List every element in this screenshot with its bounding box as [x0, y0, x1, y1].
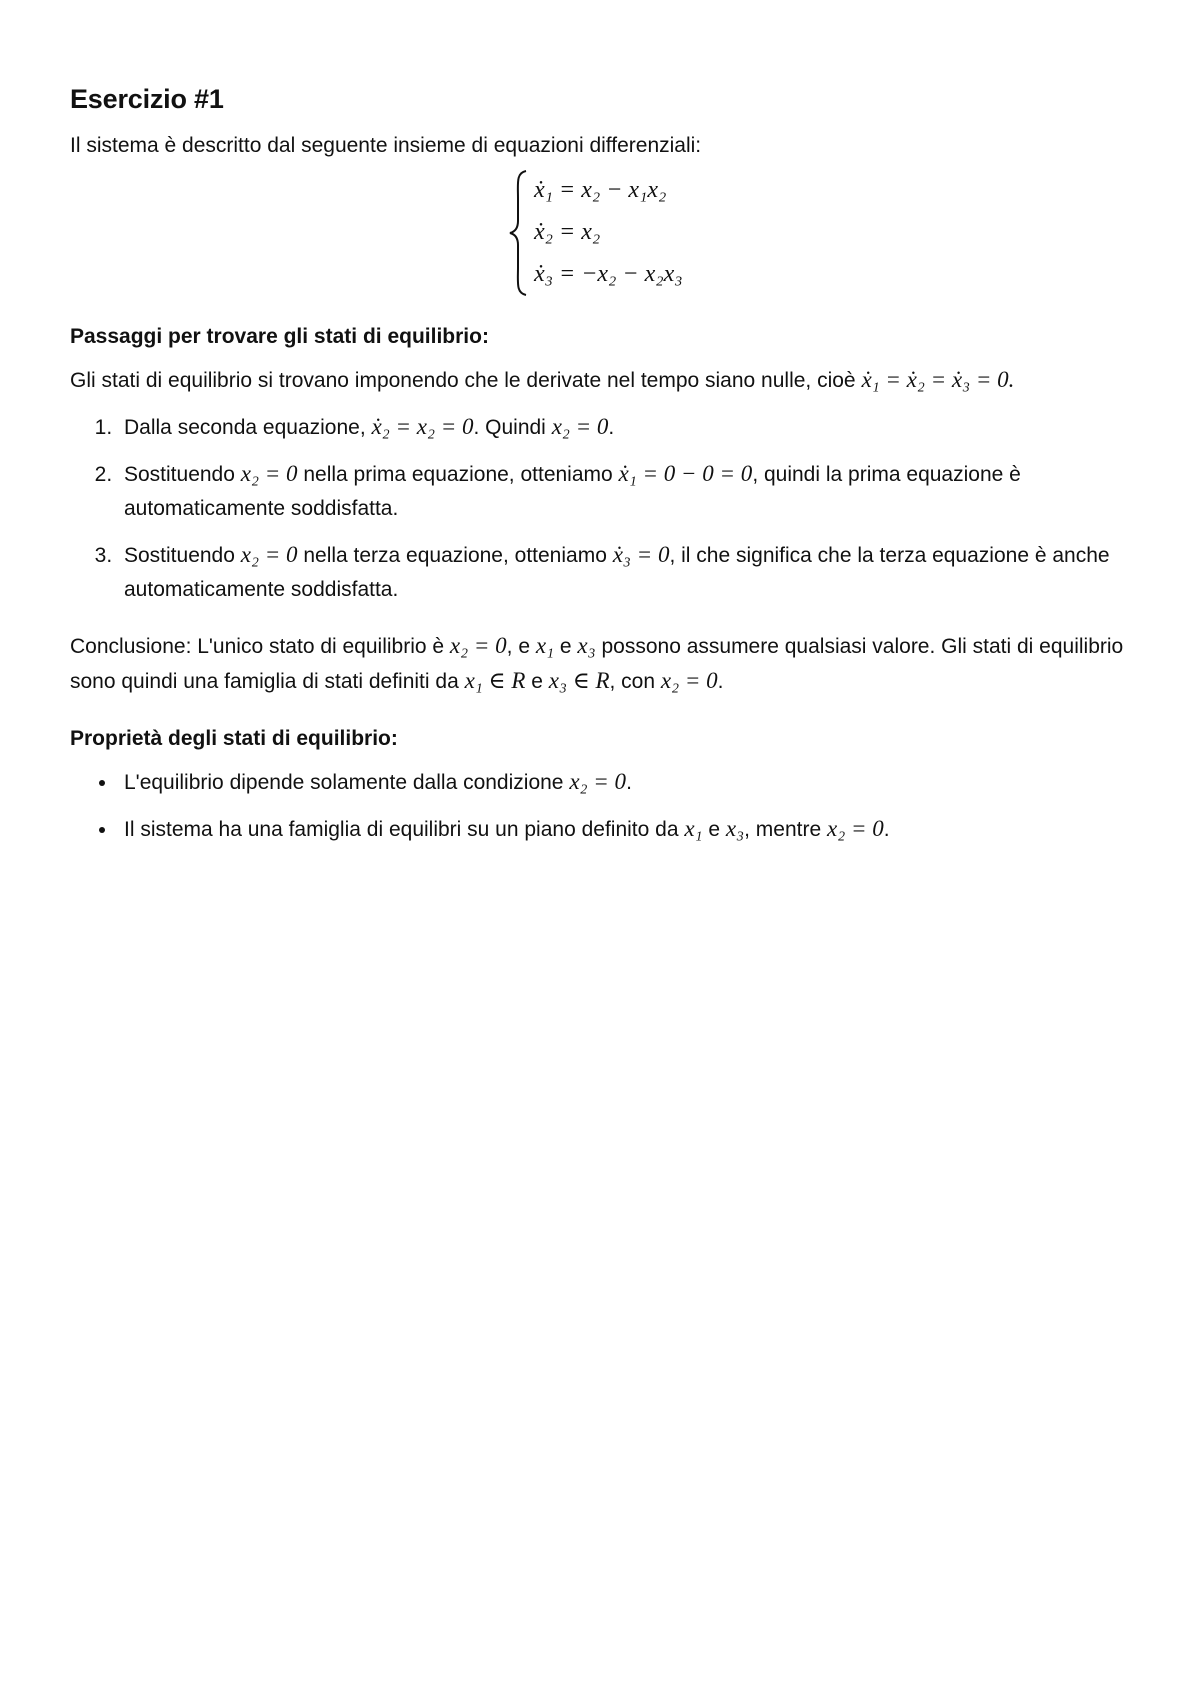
step-math: x₂ = 0 — [551, 414, 609, 439]
left-brace-icon — [508, 169, 528, 297]
bullet-text: . — [626, 771, 632, 794]
bullet-math: x₃ — [725, 816, 745, 841]
equation-2: ẋ₂ = x₂ — [534, 219, 601, 245]
list-item — [118, 538, 1130, 607]
list-item — [118, 765, 1130, 800]
step-math: ẋ₃ = 0 — [612, 542, 670, 567]
equation-system — [508, 169, 788, 297]
section-heading-steps: Passaggi per trovare gli stati di equilibrio: — [70, 325, 489, 348]
bullet-text: . — [883, 818, 890, 841]
step-math: x₂ = 0 — [240, 542, 298, 567]
bullet-text: L'equilibrio dipende solamente dalla condizione — [124, 771, 570, 794]
list-item — [118, 457, 1130, 526]
conclusion-text: , con — [609, 670, 661, 693]
steps-list — [70, 410, 1130, 607]
bullet-math: x₂ = 0 — [569, 769, 627, 794]
list-item — [118, 812, 1130, 847]
properties-list — [70, 765, 1130, 847]
conclusion-math: x₂ = 0 — [660, 668, 718, 693]
conclusion-text: . — [717, 670, 724, 693]
conclusion-text: possono assumere qualsiasi valore. Gli stati di equilibrio sono quindi una famiglia di stati definiti da — [70, 635, 1124, 693]
bullet-text: e — [702, 818, 726, 841]
conclusion-text: , e — [506, 635, 536, 658]
page-title: Esercizio #1 — [70, 84, 224, 114]
conclusion-math: x₃ — [577, 633, 596, 658]
bullet-text: Il sistema ha una famiglia di equilibri su un piano definito da — [124, 818, 685, 841]
conclusion-math: x₂ = 0 — [449, 633, 507, 658]
section-heading-properties: Proprietà degli stati di equilibrio: — [70, 727, 398, 750]
step-text: nella terza equazione, otteniamo — [297, 544, 613, 567]
bullet-math: x₁ — [684, 816, 703, 841]
step-text: Sostituendo — [124, 463, 241, 486]
step-text: nella prima equazione, otteniamo — [297, 463, 619, 486]
equation-3: ẋ₃ = −x₂ − x₂x₃ — [534, 261, 683, 287]
step-math: ẋ₂ = x₂ = 0 — [371, 414, 474, 439]
step-text: , quindi la prima equazione è automaticamente soddisfatta. — [124, 463, 1021, 520]
list-item — [118, 410, 1130, 445]
step-math: x₂ = 0 — [240, 461, 298, 486]
conclusion-text: Conclusione: L'unico stato di equilibrio è — [70, 635, 450, 658]
document-page — [70, 84, 1130, 859]
steps-intro-text: Gli stati di equilibrio si trovano imponendo che le derivate nel tempo siano nulle, cioè — [70, 369, 862, 392]
bullet-text: , mentre — [744, 818, 828, 841]
intro-paragraph: Il sistema è descritto dal seguente insieme di equazioni differenziali: — [70, 134, 702, 157]
conclusion-text: e — [525, 670, 549, 693]
step-text: , il che significa che la terza equazione è anche automaticamente soddisfatta. — [124, 544, 1110, 601]
step-math: ẋ₁ = 0 − 0 = 0 — [618, 461, 753, 486]
step-text: . — [608, 416, 615, 439]
conclusion-paragraph — [70, 629, 1130, 699]
step-text: Dalla seconda equazione, — [124, 416, 372, 439]
conclusion-math: x₁ — [535, 633, 555, 658]
conclusion-math: x₁ ∈ R — [464, 668, 526, 693]
bullet-math: x₂ = 0 — [827, 816, 884, 841]
step-text: Sostituendo — [124, 544, 241, 567]
steps-intro-math: ẋ₁ = ẋ₂ = ẋ₃ = 0. — [861, 367, 1015, 392]
steps-intro-paragraph — [70, 363, 1130, 398]
conclusion-text: e — [554, 635, 578, 658]
conclusion-math: x₃ ∈ R — [548, 668, 610, 693]
equation-1: ẋ₁ = x₂ − x₁x₂ — [534, 177, 667, 203]
step-text: . Quindi — [473, 416, 552, 439]
